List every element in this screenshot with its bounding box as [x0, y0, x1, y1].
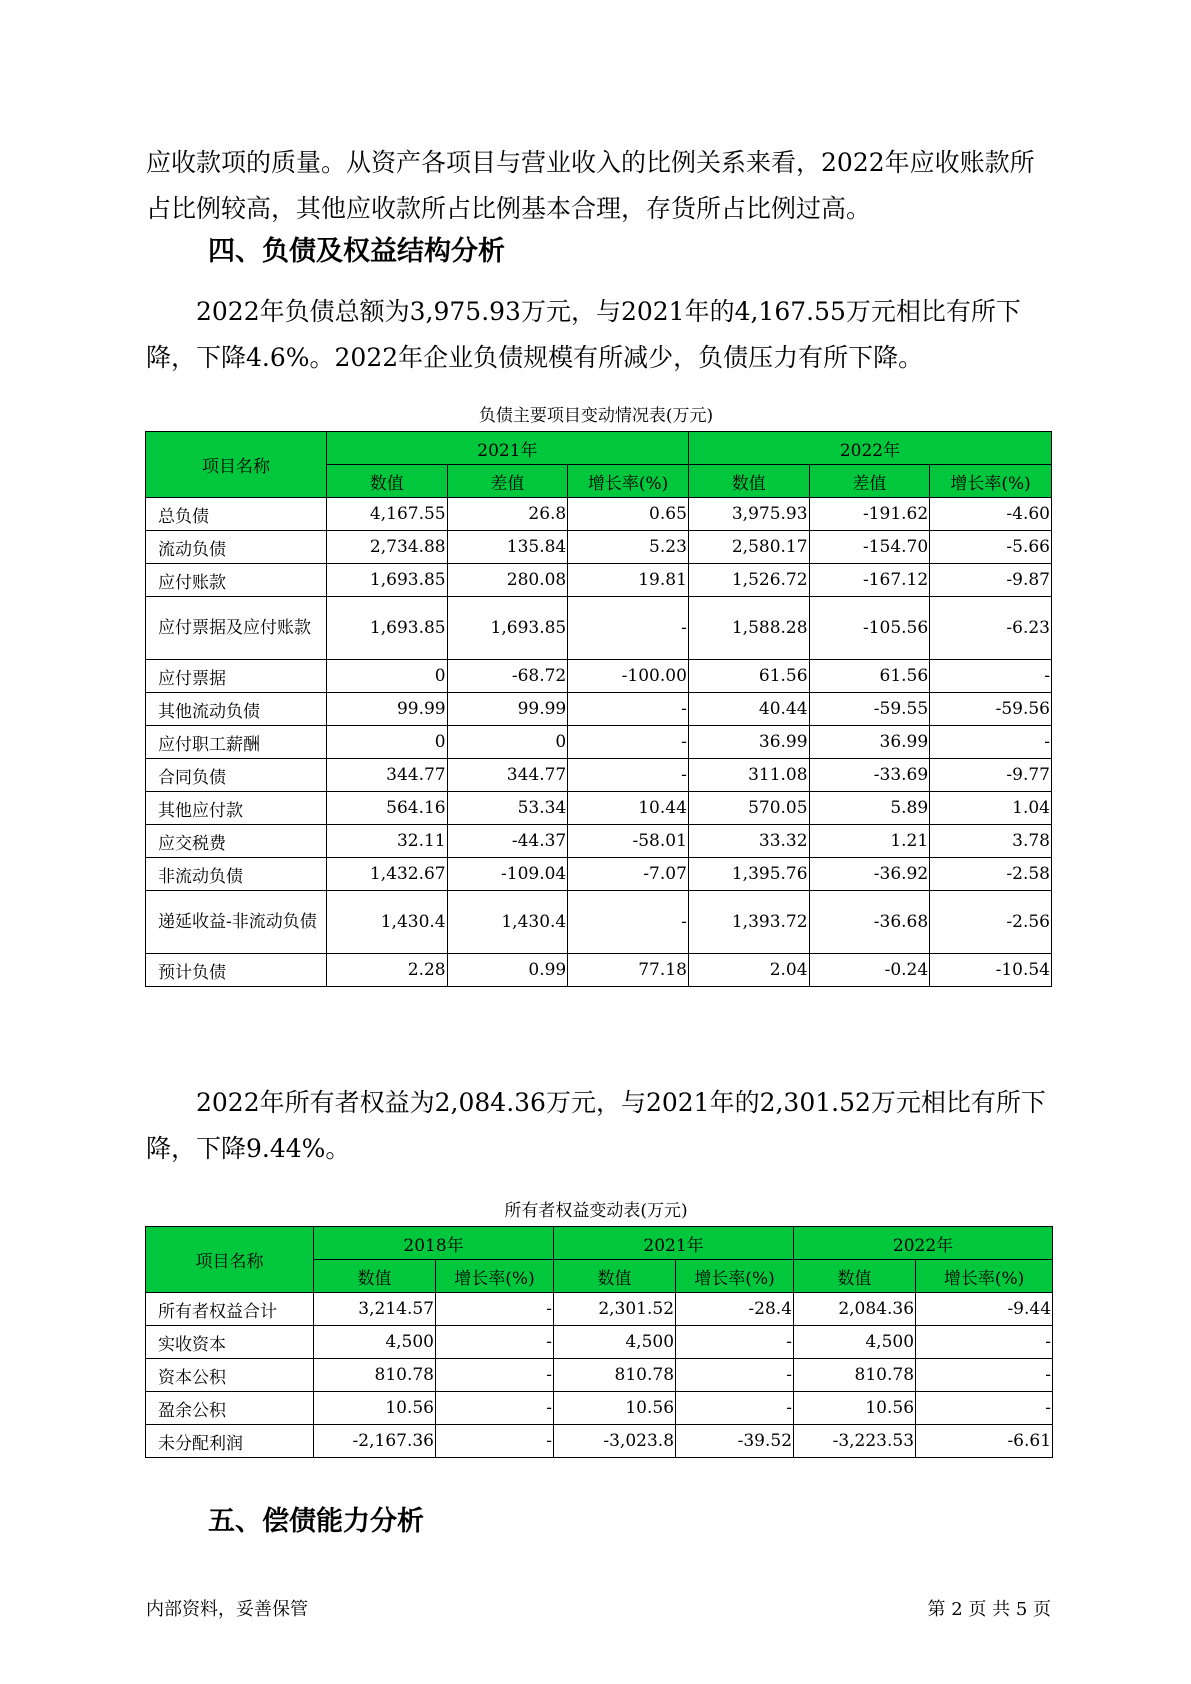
- cell-value: -3,223.53: [794, 1425, 916, 1458]
- cell-value: 4,500: [794, 1326, 916, 1359]
- header-diff: 差值: [809, 465, 930, 498]
- cell-value: 810.78: [314, 1359, 436, 1392]
- cell-value: 1,588.28: [688, 597, 809, 660]
- cell-value: 564.16: [326, 792, 447, 825]
- table-row: [146, 792, 1052, 825]
- cell-rate: -9.77: [930, 759, 1052, 792]
- row-label: 预计负债: [146, 954, 327, 987]
- row-label: 未分配利润: [146, 1425, 314, 1458]
- table-row: [146, 1425, 1053, 1458]
- cell-diff: 0: [447, 726, 568, 759]
- header-value: 数值: [554, 1260, 676, 1293]
- cell-rate: -: [568, 726, 689, 759]
- cell-value: 2,084.36: [794, 1293, 916, 1326]
- row-label: 递延收益-非流动负债: [146, 891, 327, 954]
- cell-value: 2.04: [688, 954, 809, 987]
- equity-table: [145, 1226, 1053, 1458]
- cell-value: 570.05: [688, 792, 809, 825]
- cell-value: 1,393.72: [688, 891, 809, 954]
- table-row: [146, 825, 1052, 858]
- table2-caption: 所有者权益变动表(万元): [504, 1201, 688, 1221]
- cell-rate: -: [436, 1392, 554, 1425]
- cell-diff: 344.77: [447, 759, 568, 792]
- header-item-name: 项目名称: [146, 432, 327, 498]
- row-label: 应付账款: [146, 564, 327, 597]
- table1-caption: 负债主要项目变动情况表(万元): [478, 406, 714, 426]
- header-year-2021: 2021年: [326, 432, 688, 465]
- row-label: 实收资本: [146, 1326, 314, 1359]
- cell-value: 4,500: [554, 1326, 676, 1359]
- cell-rate: 10.44: [568, 792, 689, 825]
- cell-rate: -: [436, 1359, 554, 1392]
- cell-diff: -44.37: [447, 825, 568, 858]
- row-label: 盈余公积: [146, 1392, 314, 1425]
- header-rate: 增长率(%): [436, 1260, 554, 1293]
- cell-rate: 3.78: [930, 825, 1052, 858]
- cell-rate: -: [568, 759, 689, 792]
- cell-diff: 1.21: [809, 825, 930, 858]
- cell-value: 344.77: [326, 759, 447, 792]
- cell-diff: 36.99: [809, 726, 930, 759]
- cell-value: 61.56: [688, 660, 809, 693]
- cell-value: 1,395.76: [688, 858, 809, 891]
- cell-rate: -: [436, 1326, 554, 1359]
- cell-diff: -33.69: [809, 759, 930, 792]
- cell-diff: 99.99: [447, 693, 568, 726]
- table-row: [146, 531, 1052, 564]
- cell-rate: -: [436, 1293, 554, 1326]
- row-label: 应交税费: [146, 825, 327, 858]
- liability-table: [145, 431, 1052, 987]
- row-label: 合同负债: [146, 759, 327, 792]
- cell-rate: -5.66: [930, 531, 1052, 564]
- cell-rate: -: [930, 660, 1052, 693]
- header-year-2021: 2021年: [554, 1227, 794, 1260]
- cell-rate: -: [916, 1326, 1053, 1359]
- header-year-2022: 2022年: [794, 1227, 1053, 1260]
- cell-value: 810.78: [794, 1359, 916, 1392]
- section4-heading: 四、负债及权益结构分析: [208, 236, 505, 267]
- cell-rate: -: [676, 1392, 794, 1425]
- header-value: 数值: [314, 1260, 436, 1293]
- cell-rate: 77.18: [568, 954, 689, 987]
- cell-rate: 0.65: [568, 498, 689, 531]
- cell-value: 10.56: [794, 1392, 916, 1425]
- table-row: [146, 759, 1052, 792]
- cell-rate: -4.60: [930, 498, 1052, 531]
- table-row: [146, 1293, 1053, 1326]
- cell-rate: -9.87: [930, 564, 1052, 597]
- row-label: 总负债: [146, 498, 327, 531]
- cell-rate: -10.54: [930, 954, 1052, 987]
- footer-page-number: 第 2 页 共 5 页: [927, 1599, 1051, 1620]
- header-rate: 增长率(%): [930, 465, 1052, 498]
- cell-value: 4,500: [314, 1326, 436, 1359]
- cell-value: 1,693.85: [326, 597, 447, 660]
- table-row: [146, 660, 1052, 693]
- cell-rate: -39.52: [676, 1425, 794, 1458]
- cell-rate: -6.23: [930, 597, 1052, 660]
- cell-rate: -: [568, 891, 689, 954]
- cell-rate: -: [676, 1359, 794, 1392]
- cell-value: 2,301.52: [554, 1293, 676, 1326]
- table-row: [146, 726, 1052, 759]
- cell-diff: -105.56: [809, 597, 930, 660]
- cell-rate: 19.81: [568, 564, 689, 597]
- row-label: 流动负债: [146, 531, 327, 564]
- header-item-name: 项目名称: [146, 1227, 314, 1293]
- cell-value: 10.56: [554, 1392, 676, 1425]
- cell-diff: 61.56: [809, 660, 930, 693]
- cell-value: 4,167.55: [326, 498, 447, 531]
- row-label: 资本公积: [146, 1359, 314, 1392]
- cell-rate: -100.00: [568, 660, 689, 693]
- cell-value: 3,975.93: [688, 498, 809, 531]
- cell-diff: 53.34: [447, 792, 568, 825]
- cell-value: 810.78: [554, 1359, 676, 1392]
- table-row: [146, 1326, 1053, 1359]
- cell-diff: 1,693.85: [447, 597, 568, 660]
- cell-value: 1,693.85: [326, 564, 447, 597]
- cell-diff: -0.24: [809, 954, 930, 987]
- cell-rate: -: [436, 1425, 554, 1458]
- cell-rate: -59.56: [930, 693, 1052, 726]
- cell-value: 1,526.72: [688, 564, 809, 597]
- table-row: [146, 1392, 1053, 1425]
- footer-confidential-note: 内部资料，妥善保管: [146, 1599, 308, 1620]
- cell-value: 32.11: [326, 825, 447, 858]
- header-rate: 增长率(%): [916, 1260, 1053, 1293]
- cell-diff: -167.12: [809, 564, 930, 597]
- header-year-2022: 2022年: [688, 432, 1051, 465]
- cell-rate: -58.01: [568, 825, 689, 858]
- row-label: 其他应付款: [146, 792, 327, 825]
- cell-rate: -: [568, 597, 689, 660]
- cell-diff: -68.72: [447, 660, 568, 693]
- cell-diff: 1,430.4: [447, 891, 568, 954]
- cell-value: -3,023.8: [554, 1425, 676, 1458]
- cell-rate: 1.04: [930, 792, 1052, 825]
- row-label: 应付票据及应付账款: [146, 597, 327, 660]
- cell-value: 2.28: [326, 954, 447, 987]
- cell-value: 36.99: [688, 726, 809, 759]
- header-rate: 增长率(%): [676, 1260, 794, 1293]
- cell-diff: -59.55: [809, 693, 930, 726]
- header-rate: 增长率(%): [568, 465, 689, 498]
- cell-value: 33.32: [688, 825, 809, 858]
- row-label: 应付票据: [146, 660, 327, 693]
- table-row: [146, 954, 1052, 987]
- header-value: 数值: [688, 465, 809, 498]
- section5-heading: 五、偿债能力分析: [208, 1506, 424, 1537]
- cell-rate: -: [676, 1326, 794, 1359]
- row-label: 非流动负债: [146, 858, 327, 891]
- cell-value: -2,167.36: [314, 1425, 436, 1458]
- cell-diff: 135.84: [447, 531, 568, 564]
- cell-rate: -9.44: [916, 1293, 1053, 1326]
- cell-diff: -154.70: [809, 531, 930, 564]
- cell-rate: -: [568, 693, 689, 726]
- cell-diff: 0.99: [447, 954, 568, 987]
- cell-value: 311.08: [688, 759, 809, 792]
- cell-value: 2,734.88: [326, 531, 447, 564]
- cell-value: 99.99: [326, 693, 447, 726]
- cell-value: 40.44: [688, 693, 809, 726]
- liability-paragraph: 2022年负债总额为3,975.93万元，与2021年的4,167.55万元相比有所下降，下降4.6%。2022年企业负债规模有所减少，负债压力有所下降。: [146, 297, 1021, 372]
- cell-rate: -6.61: [916, 1425, 1053, 1458]
- cell-rate: 5.23: [568, 531, 689, 564]
- cell-diff: -36.92: [809, 858, 930, 891]
- cell-rate: -28.4: [676, 1293, 794, 1326]
- cell-value: 10.56: [314, 1392, 436, 1425]
- cell-diff: 26.8: [447, 498, 568, 531]
- table-row: [146, 891, 1052, 954]
- cell-value: 0: [326, 660, 447, 693]
- header-value: 数值: [794, 1260, 916, 1293]
- cell-rate: -7.07: [568, 858, 689, 891]
- header-year-2018: 2018年: [314, 1227, 554, 1260]
- table-row: [146, 597, 1052, 660]
- table-row: [146, 498, 1052, 531]
- equity-paragraph: 2022年所有者权益为2,084.36万元，与2021年的2,301.52万元相比有所下降，下降9.44%。: [146, 1088, 1046, 1163]
- cell-rate: -: [930, 726, 1052, 759]
- row-label: 所有者权益合计: [146, 1293, 314, 1326]
- cell-value: 3,214.57: [314, 1293, 436, 1326]
- cell-rate: -: [916, 1359, 1053, 1392]
- cell-value: 1,432.67: [326, 858, 447, 891]
- row-label: 其他流动负债: [146, 693, 327, 726]
- cell-value: 0: [326, 726, 447, 759]
- table-row: [146, 1359, 1053, 1392]
- cell-rate: -: [916, 1392, 1053, 1425]
- table-row: [146, 693, 1052, 726]
- cell-diff: -109.04: [447, 858, 568, 891]
- intro-paragraph: 应收款项的质量。从资产各项目与营业收入的比例关系来看，2022年应收账款所占比例较高，其他应收款所占比例基本合理，存货所占比例过高。: [146, 148, 1035, 223]
- cell-diff: 5.89: [809, 792, 930, 825]
- table-row: [146, 564, 1052, 597]
- cell-diff: -36.68: [809, 891, 930, 954]
- header-value: 数值: [326, 465, 447, 498]
- cell-diff: -191.62: [809, 498, 930, 531]
- table-row: [146, 858, 1052, 891]
- header-diff: 差值: [447, 465, 568, 498]
- cell-rate: -2.58: [930, 858, 1052, 891]
- cell-value: 2,580.17: [688, 531, 809, 564]
- cell-rate: -2.56: [930, 891, 1052, 954]
- cell-value: 1,430.4: [326, 891, 447, 954]
- cell-diff: 280.08: [447, 564, 568, 597]
- row-label: 应付职工薪酬: [146, 726, 327, 759]
